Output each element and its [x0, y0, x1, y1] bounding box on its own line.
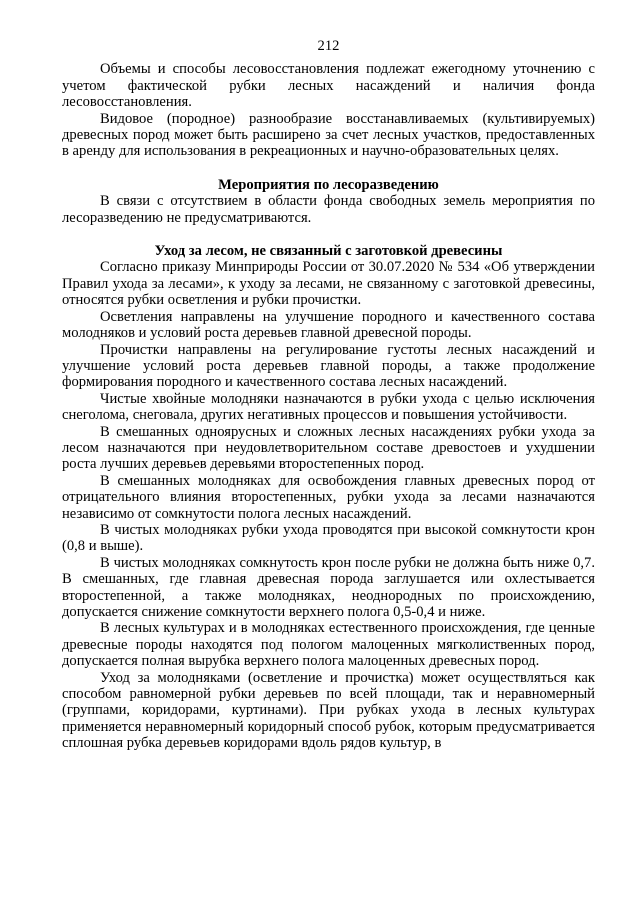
spacer — [62, 226, 595, 243]
section-heading: Мероприятия по лесоразведению — [218, 176, 439, 193]
paragraph: В смешанных молодняках для освобождения главных древесных пород от отрицательного влияния второстепенных, рубки ухода за лесами назначаются независимо от сомкнутости полога лесных насаждений. — [62, 472, 595, 522]
paragraph: Уход за молодняками (осветление и прочистка) может осуществляться как способом равномерной рубки деревьев по всей площади, так и неравномерный (группами, коридорами, куртинами). При рубках ухода в лесных культурах применяется неравномерный коридорный способ рубок, которым предусматривается сплошная рубка деревьев коридорами вдоль рядов культур, в — [62, 669, 595, 752]
paragraph: В смешанных одноярусных и сложных лесных насаждениях рубки ухода за лесом назначаются при неудовлетворительном составе древостоев и ухудшении роста лучших деревьев деревьями второстепенных пород. — [62, 423, 595, 473]
paragraph: В лесных культурах и в молодняках естественного происхождения, где ценные древесные породы находятся под пологом малоценных мягколиственных пород, допускается полная вырубка верхнего полога малоценных древесных пород. — [62, 620, 595, 670]
section-intro — [62, 61, 595, 159]
page-number: 212 — [317, 38, 340, 54]
paragraph: Прочистки направлены на регулирование густоты лесных насаждений и улучшение условий роста деревьев главной породы, а также продолжение формирования породного и качественного состава лесных насаждений. — [62, 341, 595, 391]
paragraph: Осветления направлены на улучшение породного и качественного состава молодняков и условий роста деревьев главной древесной породы. — [62, 308, 595, 342]
section-afforestation — [62, 177, 595, 226]
paragraph: Видовое (породное) разнообразие восстанавливаемых (культивируемых) древесных пород может быть расширено за счет лесных участков, предоставленных в аренду для использования в рекреационных и научно-образовательных целях. — [62, 110, 595, 160]
paragraph: В связи с отсутствием в области фонда свободных земель мероприятия по лесоразведению не предусматриваются. — [62, 193, 595, 226]
paragraph: Объемы и способы лесовосстановления подлежат ежегодному уточнению с учетом фактической рубки лесных насаждений и наличия фонда лесовосстановления. — [62, 61, 595, 111]
paragraph: В чистых молодняках сомкнутость крон после рубки не должна быть ниже 0,7. В смешанных, где главная древесная порода заглушается или охлестывается второстепенной, а также молодняках, неоднородных по происхождению, допускается снижение сомкнутости верхнего полога 0,5-0,4 и ниже. — [62, 554, 595, 620]
paragraph: В чистых молодняках рубки ухода проводятся при высокой сомкнутости крон (0,8 и выше). — [62, 521, 595, 555]
section-heading: Уход за лесом, не связанный с заготовкой древесины — [154, 243, 503, 260]
paragraph: Чистые хвойные молодняки назначаются в рубки ухода с целью исключения снеголома, снеговала, других негативных процессов и повышения устойчивости. — [62, 390, 595, 424]
paragraph: Согласно приказу Минприроды России от 30.07.2020 № 534 «Об утверждении Правил ухода за лесами», к уходу за лесами, не связанному с заготовкой древесины, относятся рубки осветления и рубки прочистки. — [62, 259, 595, 309]
section-forest-care — [62, 243, 595, 752]
spacer — [62, 160, 595, 177]
